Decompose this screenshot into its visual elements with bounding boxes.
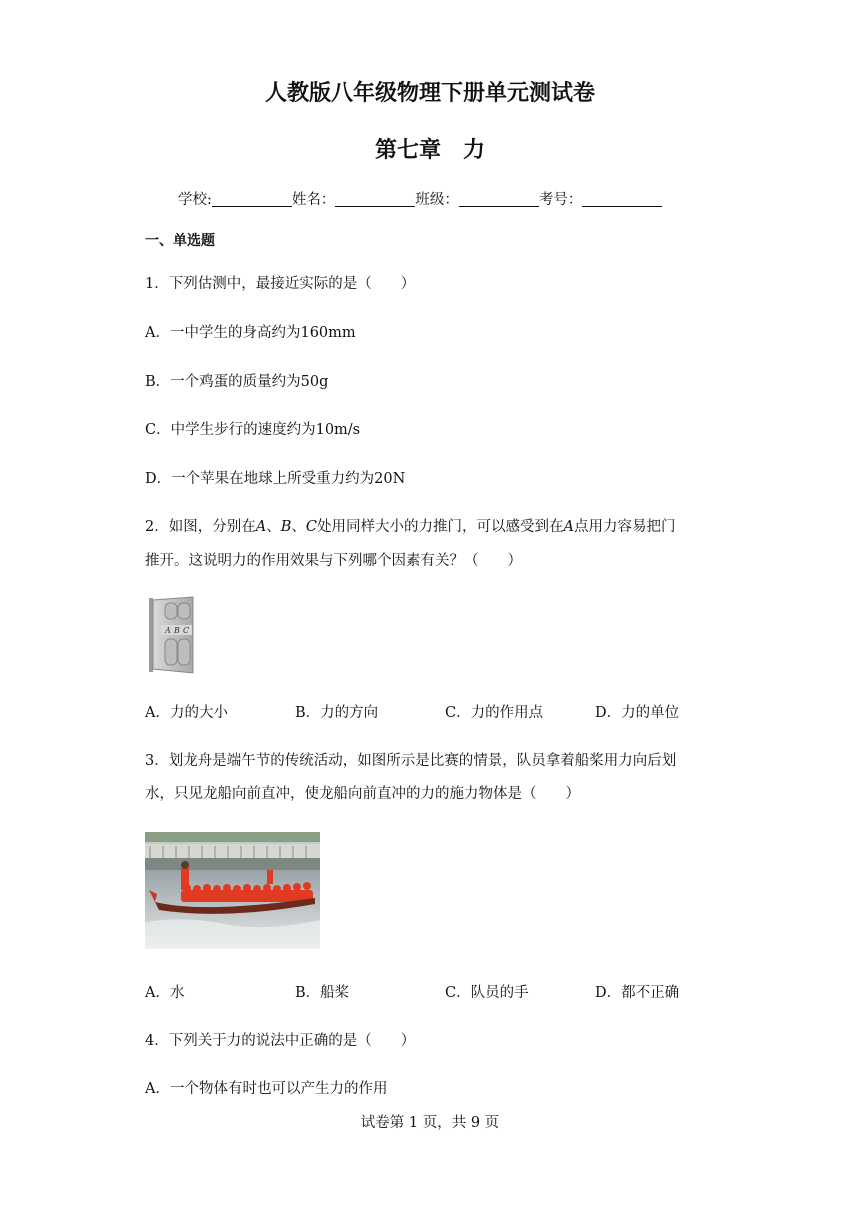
door-label-a: A bbox=[165, 626, 171, 635]
q3-option-b: B．船桨 bbox=[295, 985, 350, 1001]
q3-option-a: A．水 bbox=[145, 985, 185, 1001]
q3-option-c: C．队员的手 bbox=[445, 985, 529, 1001]
door-label-b: B bbox=[174, 626, 180, 635]
trees bbox=[145, 832, 320, 842]
question-2-stem-line1 bbox=[145, 515, 675, 536]
q2-sep: 、 bbox=[291, 519, 306, 535]
far-bank bbox=[145, 858, 320, 870]
class-blank bbox=[459, 192, 539, 207]
railing bbox=[145, 844, 320, 858]
q2-stem-part: 点用力容易把门 bbox=[573, 519, 676, 535]
student-info-line bbox=[178, 188, 662, 209]
door-frame bbox=[149, 598, 153, 672]
standing-person-head bbox=[181, 861, 189, 869]
q1-option-b: B．一个鸡蛋的质量约为50g bbox=[145, 374, 329, 390]
exam-no-blank bbox=[582, 192, 662, 207]
q4-option-a: A．一个物体有时也可以产生力的作用 bbox=[145, 1081, 388, 1097]
page-title: 人教版八年级物理下册单元测试卷 bbox=[264, 81, 595, 106]
name-label: 姓名： bbox=[291, 192, 336, 208]
q2-option-c: C．力的作用点 bbox=[445, 705, 544, 721]
q2-options-row bbox=[145, 701, 745, 722]
door-label-c: C bbox=[183, 626, 190, 635]
q2-var-a: A bbox=[255, 519, 267, 535]
question-3-stem-line1: 3．划龙舟是端午节的传统活动，如图所示是比赛的情景，队员拿着船桨用力向后划 bbox=[145, 753, 677, 769]
name-blank bbox=[335, 192, 415, 207]
door-inset bbox=[165, 639, 177, 665]
q2-var-c: C bbox=[305, 519, 317, 535]
section-heading: 一、单选题 bbox=[145, 233, 215, 249]
dragon-boat-photo bbox=[145, 832, 320, 949]
exam-no-label: 考号： bbox=[538, 192, 583, 208]
q2-sep: 、 bbox=[266, 519, 281, 535]
door-inset bbox=[178, 603, 190, 619]
q2-stem-part: 处用同样大小的力推门，可以感受到在 bbox=[316, 519, 564, 535]
q1-option-a: A．一中学生的身高约为160mm bbox=[145, 325, 356, 341]
chapter-title: 第七章 力 bbox=[374, 138, 485, 163]
q2-option-b: B．力的方向 bbox=[295, 705, 379, 721]
door-inset bbox=[165, 603, 177, 619]
q2-option-d: D．力的单位 bbox=[595, 705, 680, 721]
q2-var-a2: A bbox=[563, 519, 574, 535]
page-footer: 试卷第 1 页，共 9 页 bbox=[360, 1115, 500, 1131]
class-label: 班级： bbox=[415, 192, 459, 208]
door-figure bbox=[145, 595, 197, 675]
school-blank bbox=[212, 192, 292, 207]
q1-option-d: D．一个苹果在地球上所受重力约为20N bbox=[145, 471, 406, 487]
school-label: 学校: bbox=[178, 192, 212, 208]
q2-option-a: A．力的大小 bbox=[145, 705, 228, 721]
question-2-stem-line2: 推开。这说明力的作用效果与下列哪个因素有关？（ ） bbox=[145, 553, 522, 569]
question-3-stem-line2: 水，只见龙船向前直冲，使龙船向前直冲的力的施力物体是（ ） bbox=[145, 786, 580, 802]
q3-option-d: D．都不正确 bbox=[595, 985, 680, 1001]
q1-option-c: C．中学生步行的速度约为10m/s bbox=[145, 422, 361, 438]
q3-options-row bbox=[145, 981, 745, 1002]
question-1-stem: 1．下列估测中，最接近实际的是（ ） bbox=[145, 276, 416, 292]
q2-var-b: B bbox=[280, 519, 292, 535]
door-inset bbox=[178, 639, 190, 665]
q2-stem-part: 2．如图，分别在 bbox=[145, 519, 256, 535]
question-4-stem: 4．下列关于力的说法中正确的是（ ） bbox=[145, 1033, 416, 1049]
